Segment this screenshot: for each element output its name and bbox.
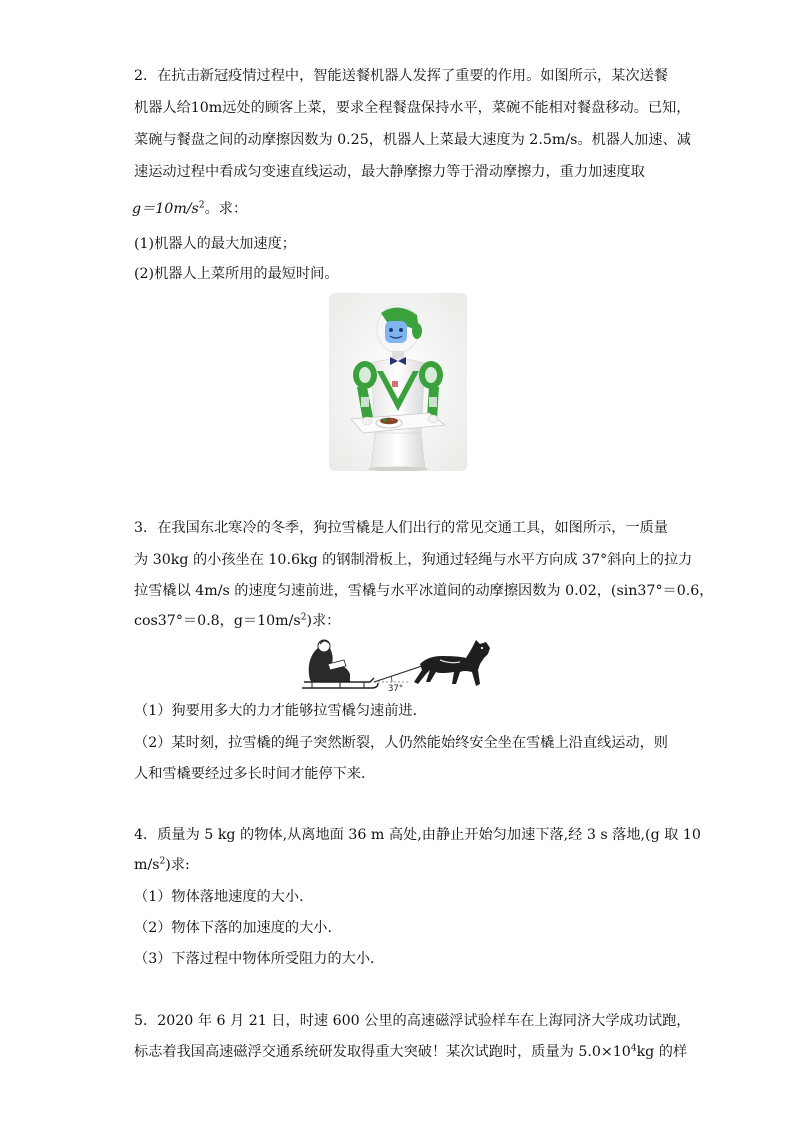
q3-gravity-exponent: 2 (300, 612, 307, 623)
robot-base (371, 433, 425, 469)
q4-line-2 (134, 855, 190, 875)
q5-line-2 (134, 1042, 687, 1062)
dish-food (380, 418, 398, 424)
q3-prompt: )求： (306, 613, 341, 629)
q4-gravity-exponent: 2 (159, 856, 166, 867)
q5-mass-exponent: 4 (630, 1043, 637, 1054)
robot-face-screen (385, 321, 407, 343)
dog-sled-figure (300, 634, 500, 692)
q2-subquestion-2: (2)机器人上菜所用的最短时间。 (134, 266, 339, 282)
robot-ear (412, 323, 422, 339)
q2-line-3: 菜碗与餐盘之间的动摩擦因数为 0.25，机器人上菜最大速度为 2.5m/s。机器人加速、减 (134, 132, 691, 148)
q2-line-4: 速运动过程中看成匀变速直线运动，最大静摩擦力等于滑动摩擦力，重力加速度取 (134, 164, 645, 180)
q3-line-4 (134, 611, 340, 631)
q2-line-2: 机器人给10m远处的顾客上菜，要求全程餐盘保持水平，菜碗不能相对餐盘移动。已知， (134, 100, 691, 116)
q3-line-2: 为 30kg 的小孩坐在 10.6kg 的钢制滑板上，狗通过轻绳与水平方向成 37°斜向上的拉力 (134, 552, 693, 568)
q3-subquestion-1: （1）狗要用多大的力才能够拉雪橇匀速前进． (134, 703, 427, 719)
q4-unit: m/s (134, 857, 160, 873)
q5-text-cont: kg 的样 (636, 1044, 688, 1060)
q2-gravity-exponent: 2 (198, 200, 205, 211)
robot-waiter-figure (329, 293, 467, 471)
q4-prompt: )求: (165, 857, 190, 873)
robot-badge (392, 381, 398, 387)
q2-line-1: 2．在抗击新冠疫情过程中，智能送餐机器人发挥了重要的作用。如图所示，某次送餐 (134, 68, 668, 84)
q4-subquestion-1: （1）物体落地速度的大小． (134, 889, 314, 905)
q2-prompt: 。求： (204, 201, 248, 217)
q5-text: 标志着我国高速磁浮交通系统研发取得重大突破！某次试跑时，质量为 5.0×10 (134, 1044, 631, 1060)
q3-subquestion-2-cont: 人和雪橇要经过多长时间才能停下来． (134, 766, 376, 782)
angle-label: 37° (388, 684, 404, 692)
q5-line-1: 5．2020 年 6 月 21 日，时速 600 公里的高速磁浮试验样车在上海同济大学成功试跑， (134, 1013, 691, 1029)
q3-subquestion-2: （2）某时刻，拉雪橇的绳子突然断裂，人仍然能始终安全坐在雪橇上沿直线运动，则 (134, 735, 668, 751)
q2-subquestion-1: (1)机器人的最大加速度； (134, 236, 296, 252)
q3-line-1: 3．在我国东北寒冷的冬季，狗拉雪橇是人们出行的常见交通工具，如图所示，一质量 (134, 520, 668, 536)
q4-line-1: 4．质量为 5 kg 的物体,从离地面 36 m 高处,由静止开始匀加速下落,经 3 s 落地,(g 取 10 (134, 827, 701, 843)
q3-line-3: 拉雪橇以 4m/s 的速度匀速前进，雪橇与水平冰道间的动摩擦因数为 0.02，(sin37°＝0.6， (134, 583, 714, 599)
q3-constants: cos37°＝0.8，g＝10m/s (134, 613, 301, 629)
q4-subquestion-3: （3）下落过程中物体所受阻力的大小． (134, 951, 385, 967)
q4-subquestion-2: （2）物体下落的加速度的大小． (134, 920, 342, 936)
q2-gravity-value: g＝10m/s (132, 201, 199, 217)
q2-line-5 (132, 199, 247, 219)
